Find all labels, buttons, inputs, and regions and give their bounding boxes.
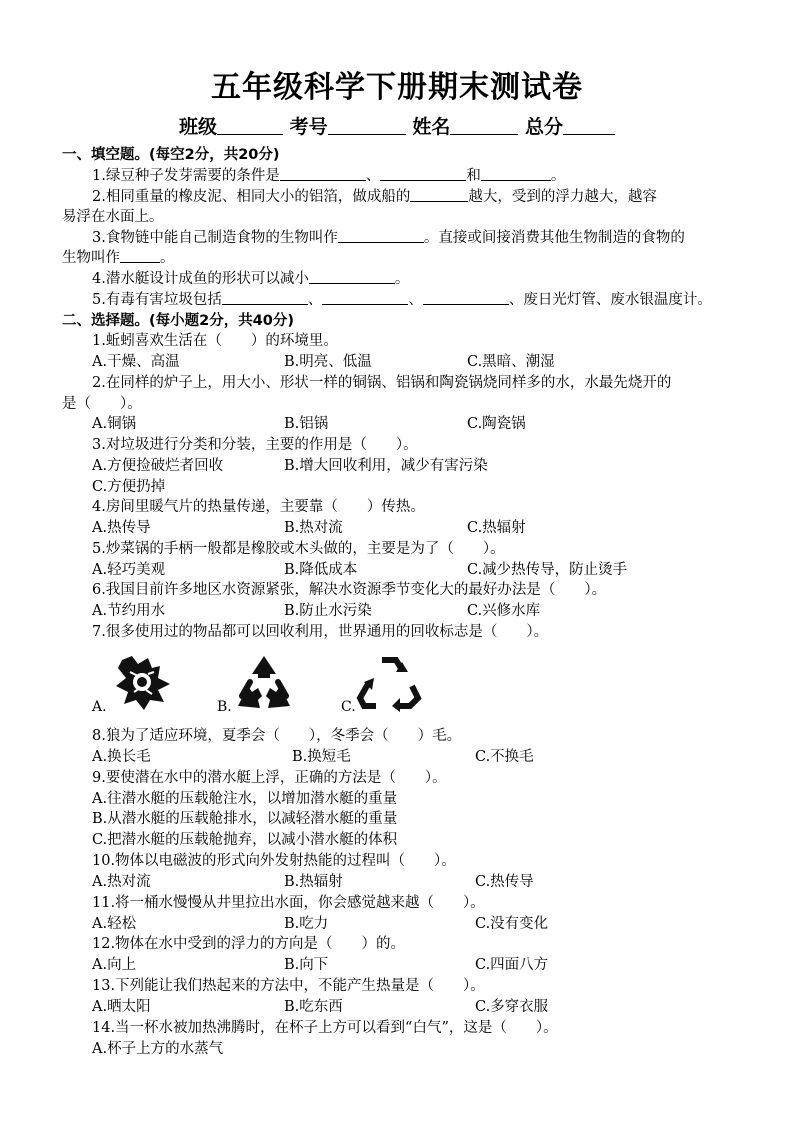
option-c[interactable]: C.黑暗、潮湿 bbox=[467, 354, 555, 370]
exam-number-blank[interactable] bbox=[328, 116, 406, 135]
choice-question-5: 5.炒菜锅的手柄一般都是橡胶或木头做的，主要是为了（ ）。 bbox=[92, 541, 505, 557]
answer-blank[interactable] bbox=[481, 166, 551, 181]
option-a[interactable]: A.杯子上方的水蒸气 bbox=[92, 1041, 224, 1057]
choice-question-6: 6.我国目前许多地区水资源紧张，解决水资源季节变化大的最好办法是（ ）。 bbox=[92, 582, 607, 598]
choice-question-14: 14.当一杯水被加热沸腾时，在杯子上方可以看到“白气”，这是（ ）。 bbox=[92, 1020, 558, 1036]
option-b[interactable]: B.降低成本 bbox=[284, 562, 358, 578]
choice-question-1: 1.蚯蚓喜欢生活在（ ）的环境里。 bbox=[92, 333, 338, 349]
answer-blank[interactable] bbox=[338, 228, 424, 243]
option-a[interactable]: A.方便捡破烂者回收 bbox=[92, 458, 224, 474]
fill-question-3: 3.食物链中能自己制造食物的生物叫作 。直接或间接消费其他生物制造的食物的 bbox=[92, 230, 685, 246]
option-b[interactable]: B.增大回收利用，减少有害污染 bbox=[284, 458, 488, 474]
option-b[interactable]: B.吃东西 bbox=[284, 999, 343, 1015]
choice-question-3: 3.对垃圾进行分类和分装，主要的作用是（ ）。 bbox=[92, 437, 418, 453]
class-label: 班级 bbox=[179, 116, 218, 138]
option-c[interactable]: C.热传导 bbox=[475, 874, 534, 890]
option-a[interactable]: A.换长毛 bbox=[92, 749, 151, 765]
option-b[interactable]: B.热对流 bbox=[284, 520, 343, 536]
choice-question-12: 12.物体在水中受到的浮力的方向是（ ）的。 bbox=[92, 936, 406, 952]
recycle-symbol-icon[interactable] bbox=[356, 652, 424, 712]
student-info-line bbox=[0, 112, 794, 139]
answer-blank[interactable] bbox=[280, 166, 366, 181]
option-a[interactable]: A.往潜水艇的压载舱注水，以增加潜水艇的重量 bbox=[92, 791, 398, 807]
choice-question-2-cont: 是（ ）。 bbox=[62, 396, 142, 412]
option-c[interactable]: C.多穿衣服 bbox=[475, 999, 549, 1015]
option-c[interactable]: C.四面八方 bbox=[475, 957, 549, 973]
option-b[interactable]: B.铝锅 bbox=[284, 416, 329, 432]
section1-heading: 一、填空题。(每空2分，共20分) bbox=[62, 147, 280, 163]
option-c[interactable]: C.陶瓷锅 bbox=[467, 416, 526, 432]
choice-question-2: 2.在同样的炉子上，用大小、形状一样的铜锅、铝锅和陶瓷锅烧同样多的水，水最先烧开的 bbox=[92, 375, 672, 391]
option-c[interactable]: C.兴修水库 bbox=[467, 603, 541, 619]
option-a[interactable]: A.轻巧美观 bbox=[92, 562, 166, 578]
fill-question-2: 2.相同重量的橡皮泥、相同大小的铝箔，做成船的 越大，受到的浮力越大，越容 bbox=[92, 189, 657, 205]
option-c[interactable]: C.没有变化 bbox=[475, 916, 549, 932]
name-blank[interactable] bbox=[450, 116, 518, 135]
choice-question-11: 11.将一桶水慢慢从井里拉出水面，你会感觉越来越（ ）。 bbox=[92, 895, 485, 911]
lotus-symbol-icon[interactable] bbox=[108, 650, 178, 712]
fill-question-3-cont: 生物叫作 。 bbox=[62, 250, 175, 266]
page-title: 五年级科学下册期末测试卷 bbox=[211, 70, 583, 105]
choice-question-13: 13.下列能让我们热起来的方法中，不能产生热量是（ ）。 bbox=[92, 978, 485, 994]
option-a[interactable]: A.干燥、高温 bbox=[92, 354, 180, 370]
option-c[interactable]: C.方便扔掉 bbox=[92, 479, 166, 495]
option-a[interactable]: A.向上 bbox=[92, 957, 137, 973]
answer-blank[interactable] bbox=[322, 290, 408, 305]
option-b[interactable]: B.防止水污染 bbox=[284, 603, 372, 619]
option-c-label[interactable]: C. bbox=[341, 699, 356, 715]
option-b[interactable]: B.从潜水艇的压载舱排水，以减轻潜水艇的重量 bbox=[92, 811, 398, 827]
section2-heading: 二、选择题。(每小题2分，共40分) bbox=[62, 313, 295, 329]
answer-blank[interactable] bbox=[120, 248, 160, 263]
exam-number-label: 考号 bbox=[289, 116, 328, 138]
option-a[interactable]: A.热对流 bbox=[92, 874, 151, 890]
score-blank[interactable] bbox=[563, 116, 615, 135]
option-b[interactable]: B.换短毛 bbox=[292, 749, 351, 765]
option-c[interactable]: C.把潜水艇的压载舱抛弃，以减小潜水艇的体积 bbox=[92, 832, 398, 848]
answer-blank[interactable] bbox=[380, 166, 466, 181]
choice-question-7: 7.很多使用过的物品都可以回收利用，世界通用的回收标志是（ ）。 bbox=[92, 624, 549, 640]
option-a[interactable]: A.铜锅 bbox=[92, 416, 137, 432]
answer-blank[interactable] bbox=[410, 187, 468, 202]
choice-question-9: 9.要使潜在水中的潜水艇上浮，正确的方法是（ ）。 bbox=[92, 770, 447, 786]
fill-question-2-cont: 易浮在水面上。 bbox=[62, 209, 164, 225]
option-b-label[interactable]: B. bbox=[217, 699, 232, 715]
score-label: 总分 bbox=[524, 116, 563, 138]
triangle-arrows-icon[interactable] bbox=[232, 652, 296, 712]
answer-blank[interactable] bbox=[309, 269, 395, 284]
option-a[interactable]: A.轻松 bbox=[92, 916, 137, 932]
option-b[interactable]: B.吃力 bbox=[284, 916, 329, 932]
option-c[interactable]: C.热辐射 bbox=[467, 520, 526, 536]
option-b[interactable]: B.向下 bbox=[284, 957, 329, 973]
option-c[interactable]: C.不换毛 bbox=[475, 749, 534, 765]
fill-question-1: 1.绿豆种子发芽需要的条件是 、 和 。 bbox=[92, 168, 566, 184]
option-b[interactable]: B.明亮、低温 bbox=[284, 354, 372, 370]
option-a[interactable]: A.热传导 bbox=[92, 520, 151, 536]
answer-blank[interactable] bbox=[222, 290, 308, 305]
option-a-label[interactable]: A. bbox=[92, 699, 107, 715]
fill-question-4: 4.潜水艇设计成鱼的形状可以减小 。 bbox=[92, 271, 410, 287]
choice-question-10: 10.物体以电磁波的形式向外发射热能的过程叫（ ）。 bbox=[92, 853, 456, 869]
choice-question-4: 4.房间里暖气片的热量传递，主要靠（ ）传热。 bbox=[92, 499, 425, 515]
option-b[interactable]: B.热辐射 bbox=[284, 874, 343, 890]
class-blank[interactable] bbox=[217, 116, 283, 135]
name-label: 姓名 bbox=[412, 116, 451, 138]
choice-question-8: 8.狼为了适应环境，夏季会（ ），冬季会（ ）毛。 bbox=[92, 728, 462, 744]
answer-blank[interactable] bbox=[423, 290, 509, 305]
option-a[interactable]: A.节约用水 bbox=[92, 603, 166, 619]
option-a[interactable]: A.晒太阳 bbox=[92, 999, 151, 1015]
option-c[interactable]: C.减少热传导，防止烫手 bbox=[467, 562, 628, 578]
fill-question-5: 5.有毒有害垃圾包括 、 、 、废日光灯管、废水银温度计。 bbox=[92, 292, 712, 308]
